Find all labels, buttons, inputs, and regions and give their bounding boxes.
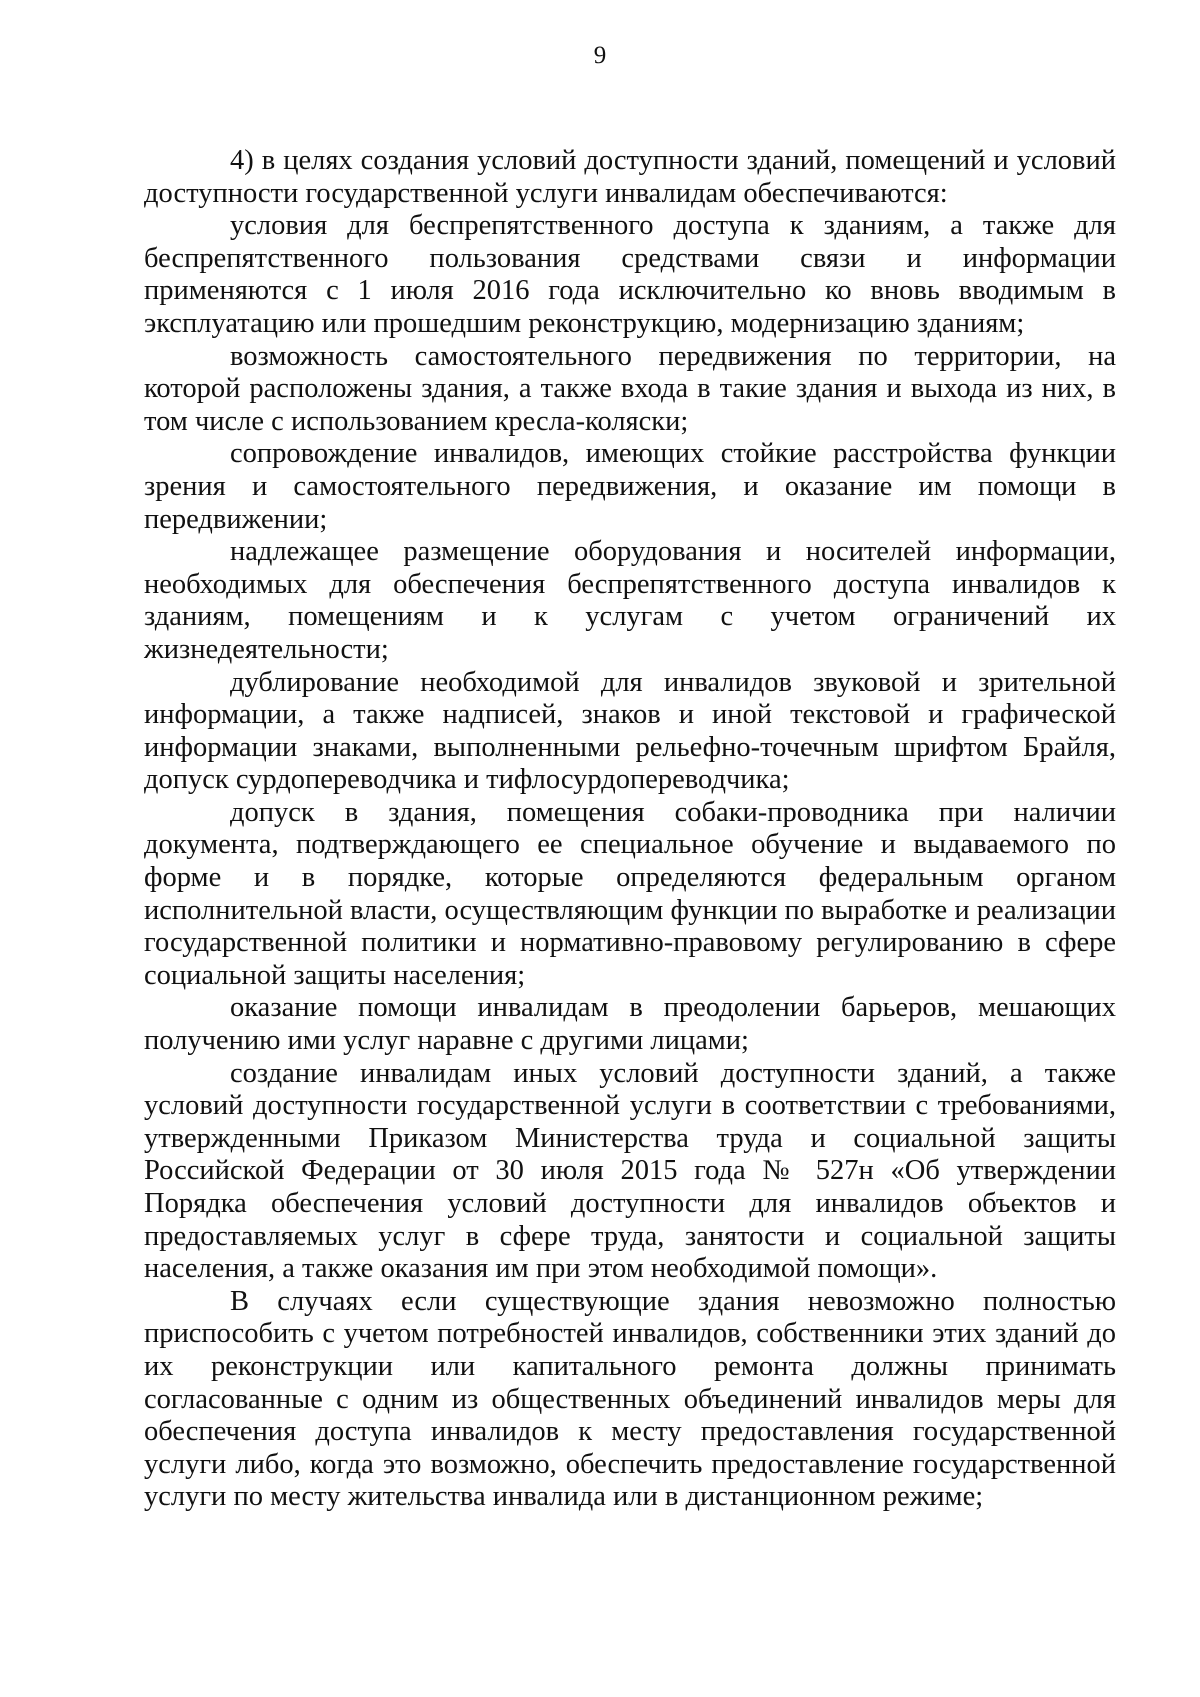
paragraph-guide-dog-access: допуск в здания, помещения собаки-проводника при наличии документа, подтверждающего ее специальное обучение и выдаваемого по форме и в порядке, которые определяются федеральным органом исполнительной власти, осуществляющим функции по выработке и реализации государственной политики и нормативно-правовому регулированию в сфере социальной защиты населения; [144, 796, 1116, 991]
paragraph-barrier-free-access: условия для беспрепятственного доступа к зданиям, а также для беспрепятственного пользования средствами связи и информации применяются с 1 июля 2016 года исключительно ко вновь вводимым в эксплуатацию или прошедшим реконструкцию, модернизацию зданиям; [144, 210, 1116, 339]
paragraph-accessibility-intro: 4) в целях создания условий доступности зданий, помещений и условий доступности государственной услуги инвалидам обеспечиваются: [144, 145, 1116, 209]
paragraph-other-conditions: создание инвалидам иных условий доступности зданий, а также условий доступности государственной услуги в соответствии с требованиями, утвержденными Приказом Министерства труда и социальной защиты Российской Федерации от 30 июля 2015 года № 527н «Об утверждении Порядка обеспечения условий доступности для инвалидов объектов и предоставляемых услуг в сфере труда, занятости и социальной защиты населения, а также оказания им при этом необходимой помощи». [144, 1057, 1116, 1285]
paragraph-braille-duplication: дублирование необходимой для инвалидов звуковой и зрительной информации, а также надписей, знаков и иной текстовой и графической информации знаками, выполненными рельефно-точечным шрифтом Брайля, допуск сурдопереводчика и тифлосурдопереводчика; [144, 666, 1116, 796]
paragraph-equipment-placement: надлежащее размещение оборудования и носителей информации, необходимых для обеспечения беспрепятственного доступа инвалидов к зданиям, помещениям и к услугам с учетом ограничений их жизнедеятельности; [144, 536, 1116, 665]
paragraph-independent-movement: возможность самостоятельного передвижения по территории, на которой расположены здания, а также входа в такие здания и выхода из них, в том числе с использованием кресла-коляски; [144, 340, 1116, 437]
document-body [144, 145, 1116, 1514]
paragraph-escort-assistance: сопровождение инвалидов, имеющих стойкие расстройства функции зрения и самостоятельного передвижения, и оказание им помощи в передвижении; [144, 438, 1116, 535]
paragraph-existing-buildings: В случаях если существующие здания невозможно полностью приспособить с учетом потребностей инвалидов, собственники этих зданий до их реконструкции или капитального ремонта должны принимать согласованные с одним из общественных объединений инвалидов меры для обеспечения доступа инвалидов к месту предоставления государственной услуги либо, когда это возможно, обеспечить предоставление государственной услуги по месту жительства инвалида или в дистанционном режиме; [144, 1285, 1116, 1513]
page-number: 9 [593, 42, 607, 69]
paragraph-barrier-help: оказание помощи инвалидам в преодолении барьеров, мешающих получению ими услуг наравне с другими лицами; [144, 992, 1116, 1057]
